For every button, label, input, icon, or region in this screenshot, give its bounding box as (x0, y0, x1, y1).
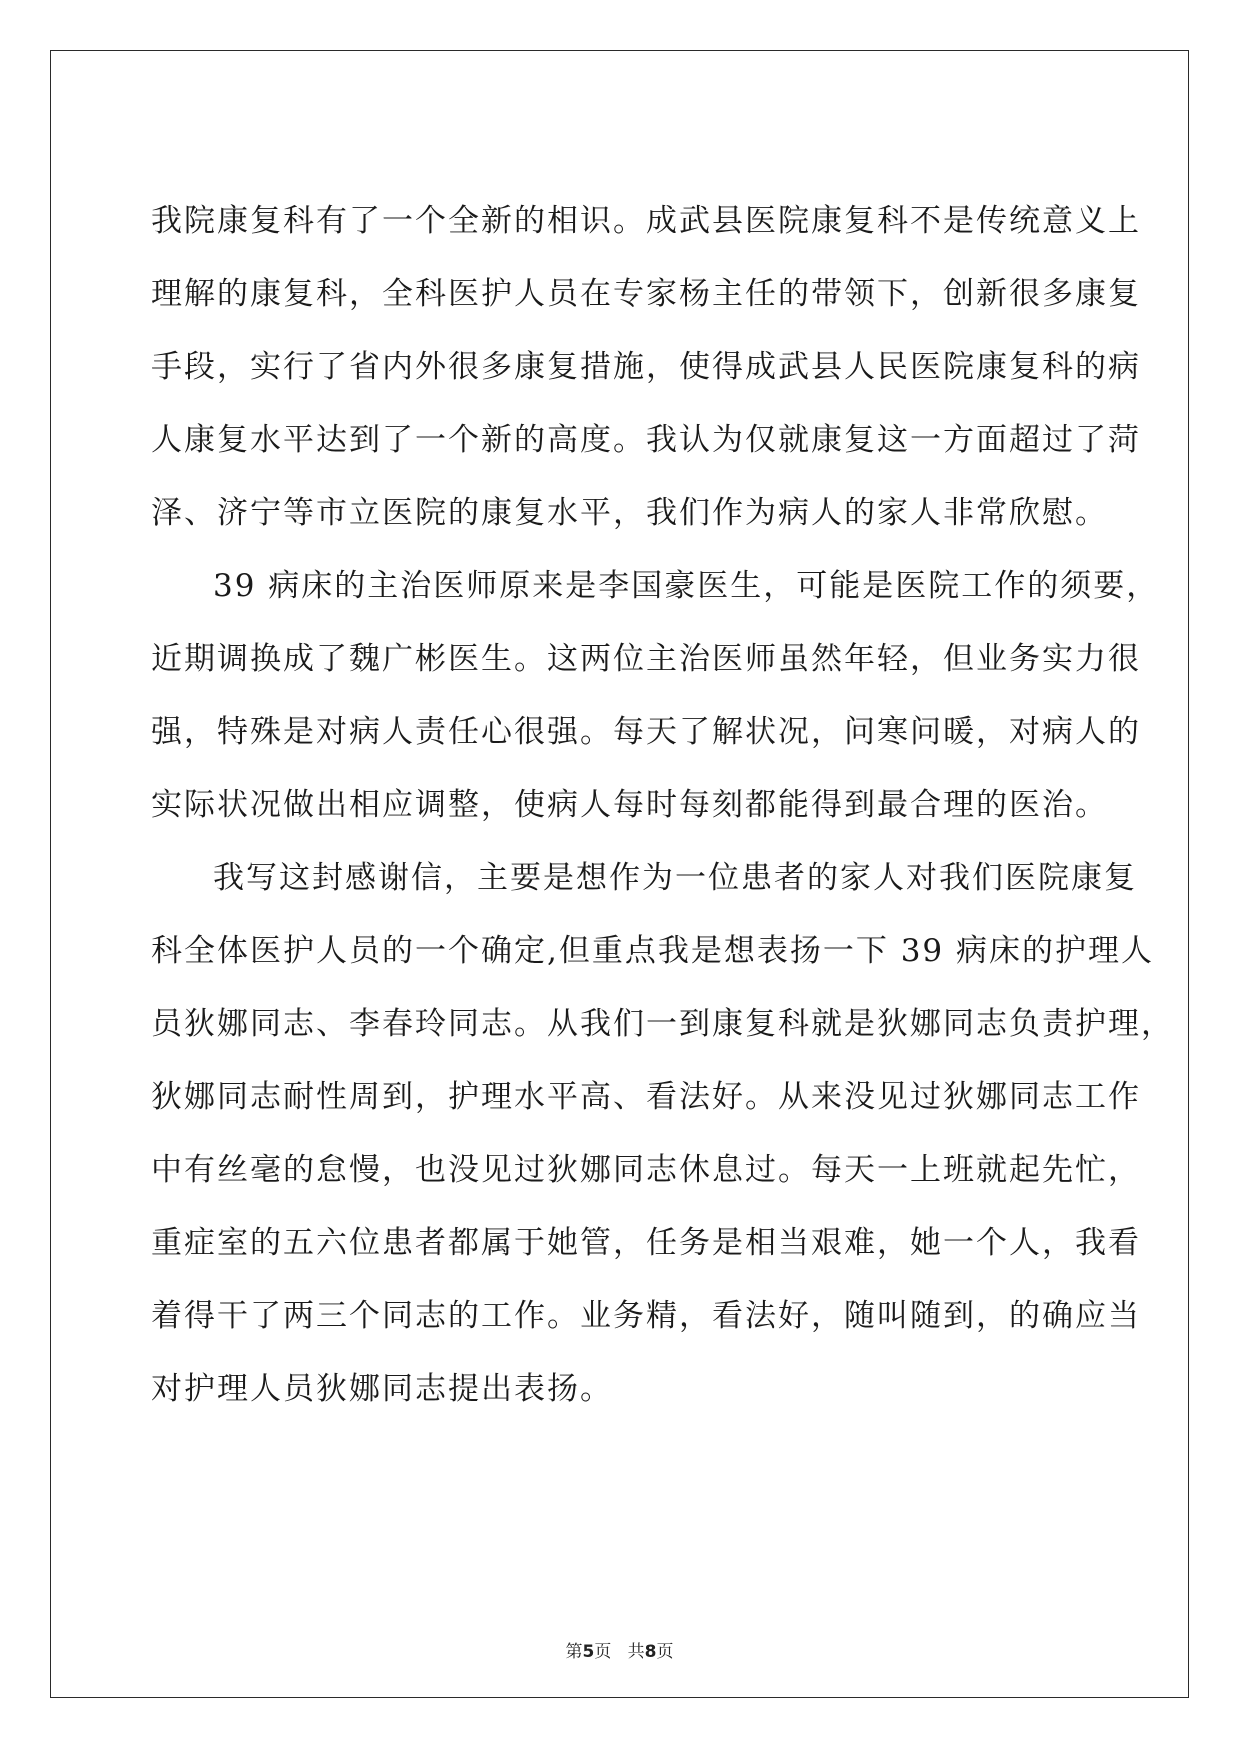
text-line: 泽、济宁等市立医院的康复水平，我们作为病人的家人非常欣慰。 (151, 495, 1108, 531)
letter-body (51, 51, 1188, 1697)
text-line: 人康复水平达到了一个新的高度。我认为仅就康复这一方面超过了菏 (151, 422, 1141, 458)
paragraph-start-line: 39 病床的主治医师原来是李国豪医生，可能是医院工作的须要， (213, 568, 1160, 604)
page-current: 5 (582, 1642, 595, 1662)
text-line: 员狄娜同志、李春玲同志。从我们一到康复科就是狄娜同志负责护理， (151, 1006, 1174, 1042)
total-prefix: 共 (627, 1642, 645, 1662)
text-line: 手段，实行了省内外很多康复措施，使得成武县人民医院康复科的病 (151, 349, 1141, 385)
text-line: 着得干了两三个同志的工作。业务精，看法好，随叫随到，的确应当 (151, 1298, 1141, 1334)
text-line: 理解的康复科，全科医护人员在专家杨主任的带领下，创新很多康复 (151, 276, 1141, 312)
text-line: 重症室的五六位患者都属于她管，任务是相当艰难，她一个人，我看 (151, 1225, 1141, 1261)
total-suffix: 页 (656, 1642, 674, 1662)
text-line: 对护理人员狄娜同志提出表扬。 (151, 1371, 613, 1407)
text-line: 近期调换成了魏广彬医生。这两位主治医师虽然年轻，但业务实力很 (151, 641, 1141, 677)
page-frame (50, 50, 1189, 1698)
text-line: 强，特殊是对病人责任心很强。每天了解状况，问寒问暖，对病人的 (151, 714, 1141, 750)
text-line: 狄娜同志耐性周到，护理水平高、看法好。从来没见过狄娜同志工作 (151, 1079, 1141, 1115)
text-line: 科全体医护人员的一个确定,但重点我是想表扬一下 39 病床的护理人 (151, 933, 1155, 969)
paragraph-start-line: 我写这封感谢信，主要是想作为一位患者的家人对我们医院康复 (213, 860, 1137, 896)
text-line: 我院康复科有了一个全新的相识。成武县医院康复科不是传统意义上 (151, 203, 1141, 239)
page-number-footer (51, 1637, 1188, 1662)
text-line: 实际状况做出相应调整，使病人每时每刻都能得到最合理的医治。 (151, 787, 1108, 823)
page-suffix: 页 (594, 1642, 612, 1662)
page-prefix: 第 (565, 1642, 583, 1662)
text-line: 中有丝毫的怠慢，也没见过狄娜同志休息过。每天一上班就起先忙， (151, 1152, 1141, 1188)
page-total: 8 (644, 1642, 657, 1662)
